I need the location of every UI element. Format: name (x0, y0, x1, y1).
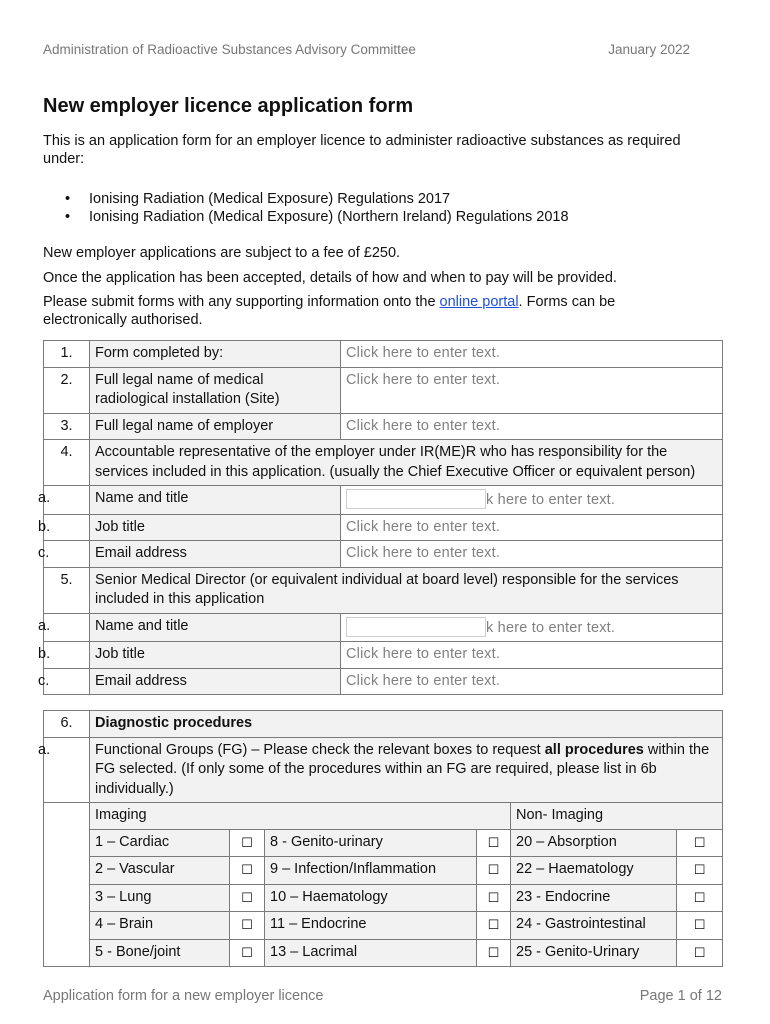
checkbox-icon: ☐ (241, 918, 253, 933)
accountable-rep-heading: Accountable representative of the employer under IR(ME)R who has responsibility for the services included in this application. (usually the Chief Executive Officer or equivalent person) (90, 440, 723, 486)
submit-text-before: Please submit forms with any supporting information onto the (43, 294, 440, 310)
fg-label: 9 – Infection/Inflammation (265, 857, 477, 885)
table-row (44, 803, 723, 830)
table-row (44, 567, 723, 613)
fg-checkbox[interactable] (677, 912, 723, 940)
footer-title: Application form for a new employer licence (43, 988, 324, 1004)
submit-text-after: . Forms can be electronically authorised. (43, 294, 616, 328)
imaging-label: Imaging (90, 803, 511, 830)
table-row (44, 857, 723, 885)
table-row (44, 486, 723, 515)
rep-job-field[interactable] (341, 514, 723, 541)
fg-label: 25 - Genito-Urinary (511, 939, 677, 967)
fee-paragraph: New employer applications are subject to a fee of £250. (43, 245, 401, 261)
row-letter: b. (44, 514, 90, 541)
table-row (44, 341, 723, 368)
fg-checkbox[interactable] (230, 939, 265, 967)
director-job-field[interactable] (341, 642, 723, 669)
employer-name-label: Full legal name of employer (90, 413, 341, 440)
table-row (44, 367, 723, 413)
checkbox-icon: ☐ (487, 918, 500, 933)
row-letter: a. (44, 737, 90, 803)
site-name-field[interactable] (341, 367, 723, 413)
director-email-field[interactable] (341, 668, 723, 695)
submit-paragraph (43, 294, 693, 329)
table-row (44, 711, 723, 738)
page-title: New employer licence application form (43, 95, 414, 117)
intro-section (43, 133, 693, 336)
row-number: 2. (44, 367, 90, 413)
field-placeholder: Click here to enter text. (346, 545, 501, 561)
employer-details-table (38, 340, 723, 695)
site-name-label: Full legal name of medical radiological installation (Site) (90, 367, 341, 413)
field-placeholder: Click here to enter text. (346, 672, 501, 689)
header-committee: Administration of Radioactive Substances Advisory Committee (43, 42, 416, 57)
field-placeholder: k here to enter text. (486, 619, 616, 636)
director-name-field[interactable] (341, 613, 723, 642)
table-row (44, 514, 723, 541)
online-portal-link[interactable]: online portal (439, 294, 519, 310)
row-letter: a. (44, 613, 90, 642)
header-date: January 2022 (608, 42, 690, 57)
table-row (44, 413, 723, 440)
checkbox-icon: ☐ (241, 835, 253, 851)
table-row (44, 912, 723, 940)
checkbox-icon: ☐ (487, 835, 500, 851)
row-number: 6. (44, 711, 90, 738)
table-row (44, 541, 723, 568)
fg-checkbox[interactable] (477, 829, 511, 857)
checkbox-icon: ☐ (241, 863, 253, 878)
director-job-label: Job title (90, 642, 341, 669)
table-row (44, 939, 723, 967)
fg-checkbox[interactable] (477, 857, 511, 885)
regulations-list (65, 191, 693, 226)
checkbox-icon: ☐ (693, 918, 706, 933)
director-email-label: Email address (90, 668, 341, 695)
table-row (44, 668, 723, 695)
rep-email-field[interactable] (341, 541, 723, 568)
table-row (44, 613, 723, 642)
fg-checkbox[interactable] (677, 884, 723, 912)
checkbox-icon: ☐ (693, 835, 706, 851)
fg-checkbox[interactable] (230, 857, 265, 885)
table-row (44, 440, 723, 486)
fg-checkbox[interactable] (477, 939, 511, 967)
fg-label: 2 – Vascular (90, 857, 230, 885)
functional-groups-instructions: Functional Groups (FG) – Please check the relevant boxes to request all procedures within the FG selected. (If only some of the procedures within an FG are required, please list in 6b individually.) (90, 737, 723, 803)
fg-label: 11 – Endocrine (265, 912, 477, 940)
fg-label: 22 – Haematology (511, 857, 677, 885)
page-number: Page 1 of 12 (639, 988, 722, 1004)
fg-label: 24 - Gastrointestinal (511, 912, 677, 940)
non-imaging-label: Non- Imaging (511, 803, 723, 830)
fg-label: 4 – Brain (90, 912, 230, 940)
rep-name-label: Name and title (90, 486, 341, 515)
table-row (44, 884, 723, 912)
checkbox-icon: ☐ (487, 863, 500, 878)
rep-email-label: Email address (90, 541, 341, 568)
table-row (44, 737, 723, 803)
fg-checkbox[interactable] (230, 912, 265, 940)
fg-label: 8 - Genito-urinary (265, 829, 477, 857)
text-overlay-box (346, 489, 486, 509)
diagnostic-procedures-table (38, 710, 723, 967)
fg-label: 10 – Haematology (265, 884, 477, 912)
row-number: 5. (44, 567, 90, 613)
intro-paragraph-1: This is an application form for an employer licence to administer radioactive substances as required under: (43, 133, 681, 167)
checkbox-icon: ☐ (693, 890, 706, 906)
checkbox-icon: ☐ (241, 890, 253, 906)
spacer-cell (44, 803, 90, 967)
text-overlay-box (346, 617, 486, 637)
employer-name-field[interactable] (341, 413, 723, 440)
checkbox-icon: ☐ (487, 890, 500, 906)
fg-checkbox[interactable] (230, 829, 265, 857)
field-placeholder: Click here to enter text. (346, 646, 501, 662)
fg-label: 1 – Cardiac (90, 829, 230, 857)
medical-director-heading: Senior Medical Director (or equivalent individual at board level) responsible for the services included in this application (90, 567, 723, 613)
fg-label: 3 – Lung (90, 884, 230, 912)
fg-checkbox[interactable] (677, 829, 723, 857)
fg-checkbox[interactable] (477, 912, 511, 940)
director-name-label: Name and title (90, 613, 341, 642)
row-letter: b. (44, 642, 90, 669)
table-row (44, 642, 723, 669)
fg-checkbox[interactable] (677, 939, 723, 967)
field-placeholder: Click here to enter text. (346, 371, 501, 388)
row-number: 4. (44, 440, 90, 486)
field-placeholder: Click here to enter text. (346, 345, 501, 361)
rep-job-label: Job title (90, 514, 341, 541)
fg-checkbox[interactable] (230, 884, 265, 912)
fg-label: 20 – Absorption (511, 829, 677, 857)
row-letter: c. (44, 668, 90, 695)
fg-label: 23 - Endocrine (511, 884, 677, 912)
checkbox-icon: ☐ (693, 945, 706, 961)
fg-checkbox[interactable] (477, 884, 511, 912)
fg-checkbox[interactable] (677, 857, 723, 885)
form-completed-label: Form completed by: (90, 341, 341, 368)
fg-label: 5 - Bone/joint (90, 939, 230, 967)
field-placeholder: k here to enter text. (486, 492, 616, 508)
field-placeholder: Click here to enter text. (346, 518, 501, 535)
page-header (43, 42, 690, 57)
form-completed-field[interactable] (341, 341, 723, 368)
table-row (44, 829, 723, 857)
checkbox-icon: ☐ (693, 863, 706, 878)
row-number: 3. (44, 413, 90, 440)
field-placeholder: Click here to enter text. (346, 417, 501, 434)
row-letter: c. (44, 541, 90, 568)
checkbox-icon: ☐ (241, 945, 253, 961)
page-footer (43, 988, 722, 1004)
regulation-item: • Ionising Radiation (Medical Exposure) Regulations 2017 (65, 191, 693, 209)
row-number: 1. (44, 341, 90, 368)
rep-name-field[interactable] (341, 486, 723, 515)
diagnostic-heading: Diagnostic procedures (90, 711, 723, 738)
payment-paragraph: Once the application has been accepted, details of how and when to pay will be provided. (43, 269, 617, 286)
checkbox-icon: ☐ (487, 945, 500, 961)
regulation-item: • Ionising Radiation (Medical Exposure) (Northern Ireland) Regulations 2018 (65, 209, 693, 227)
row-letter: a. (44, 486, 90, 515)
fg-label: 13 – Lacrimal (265, 939, 477, 967)
